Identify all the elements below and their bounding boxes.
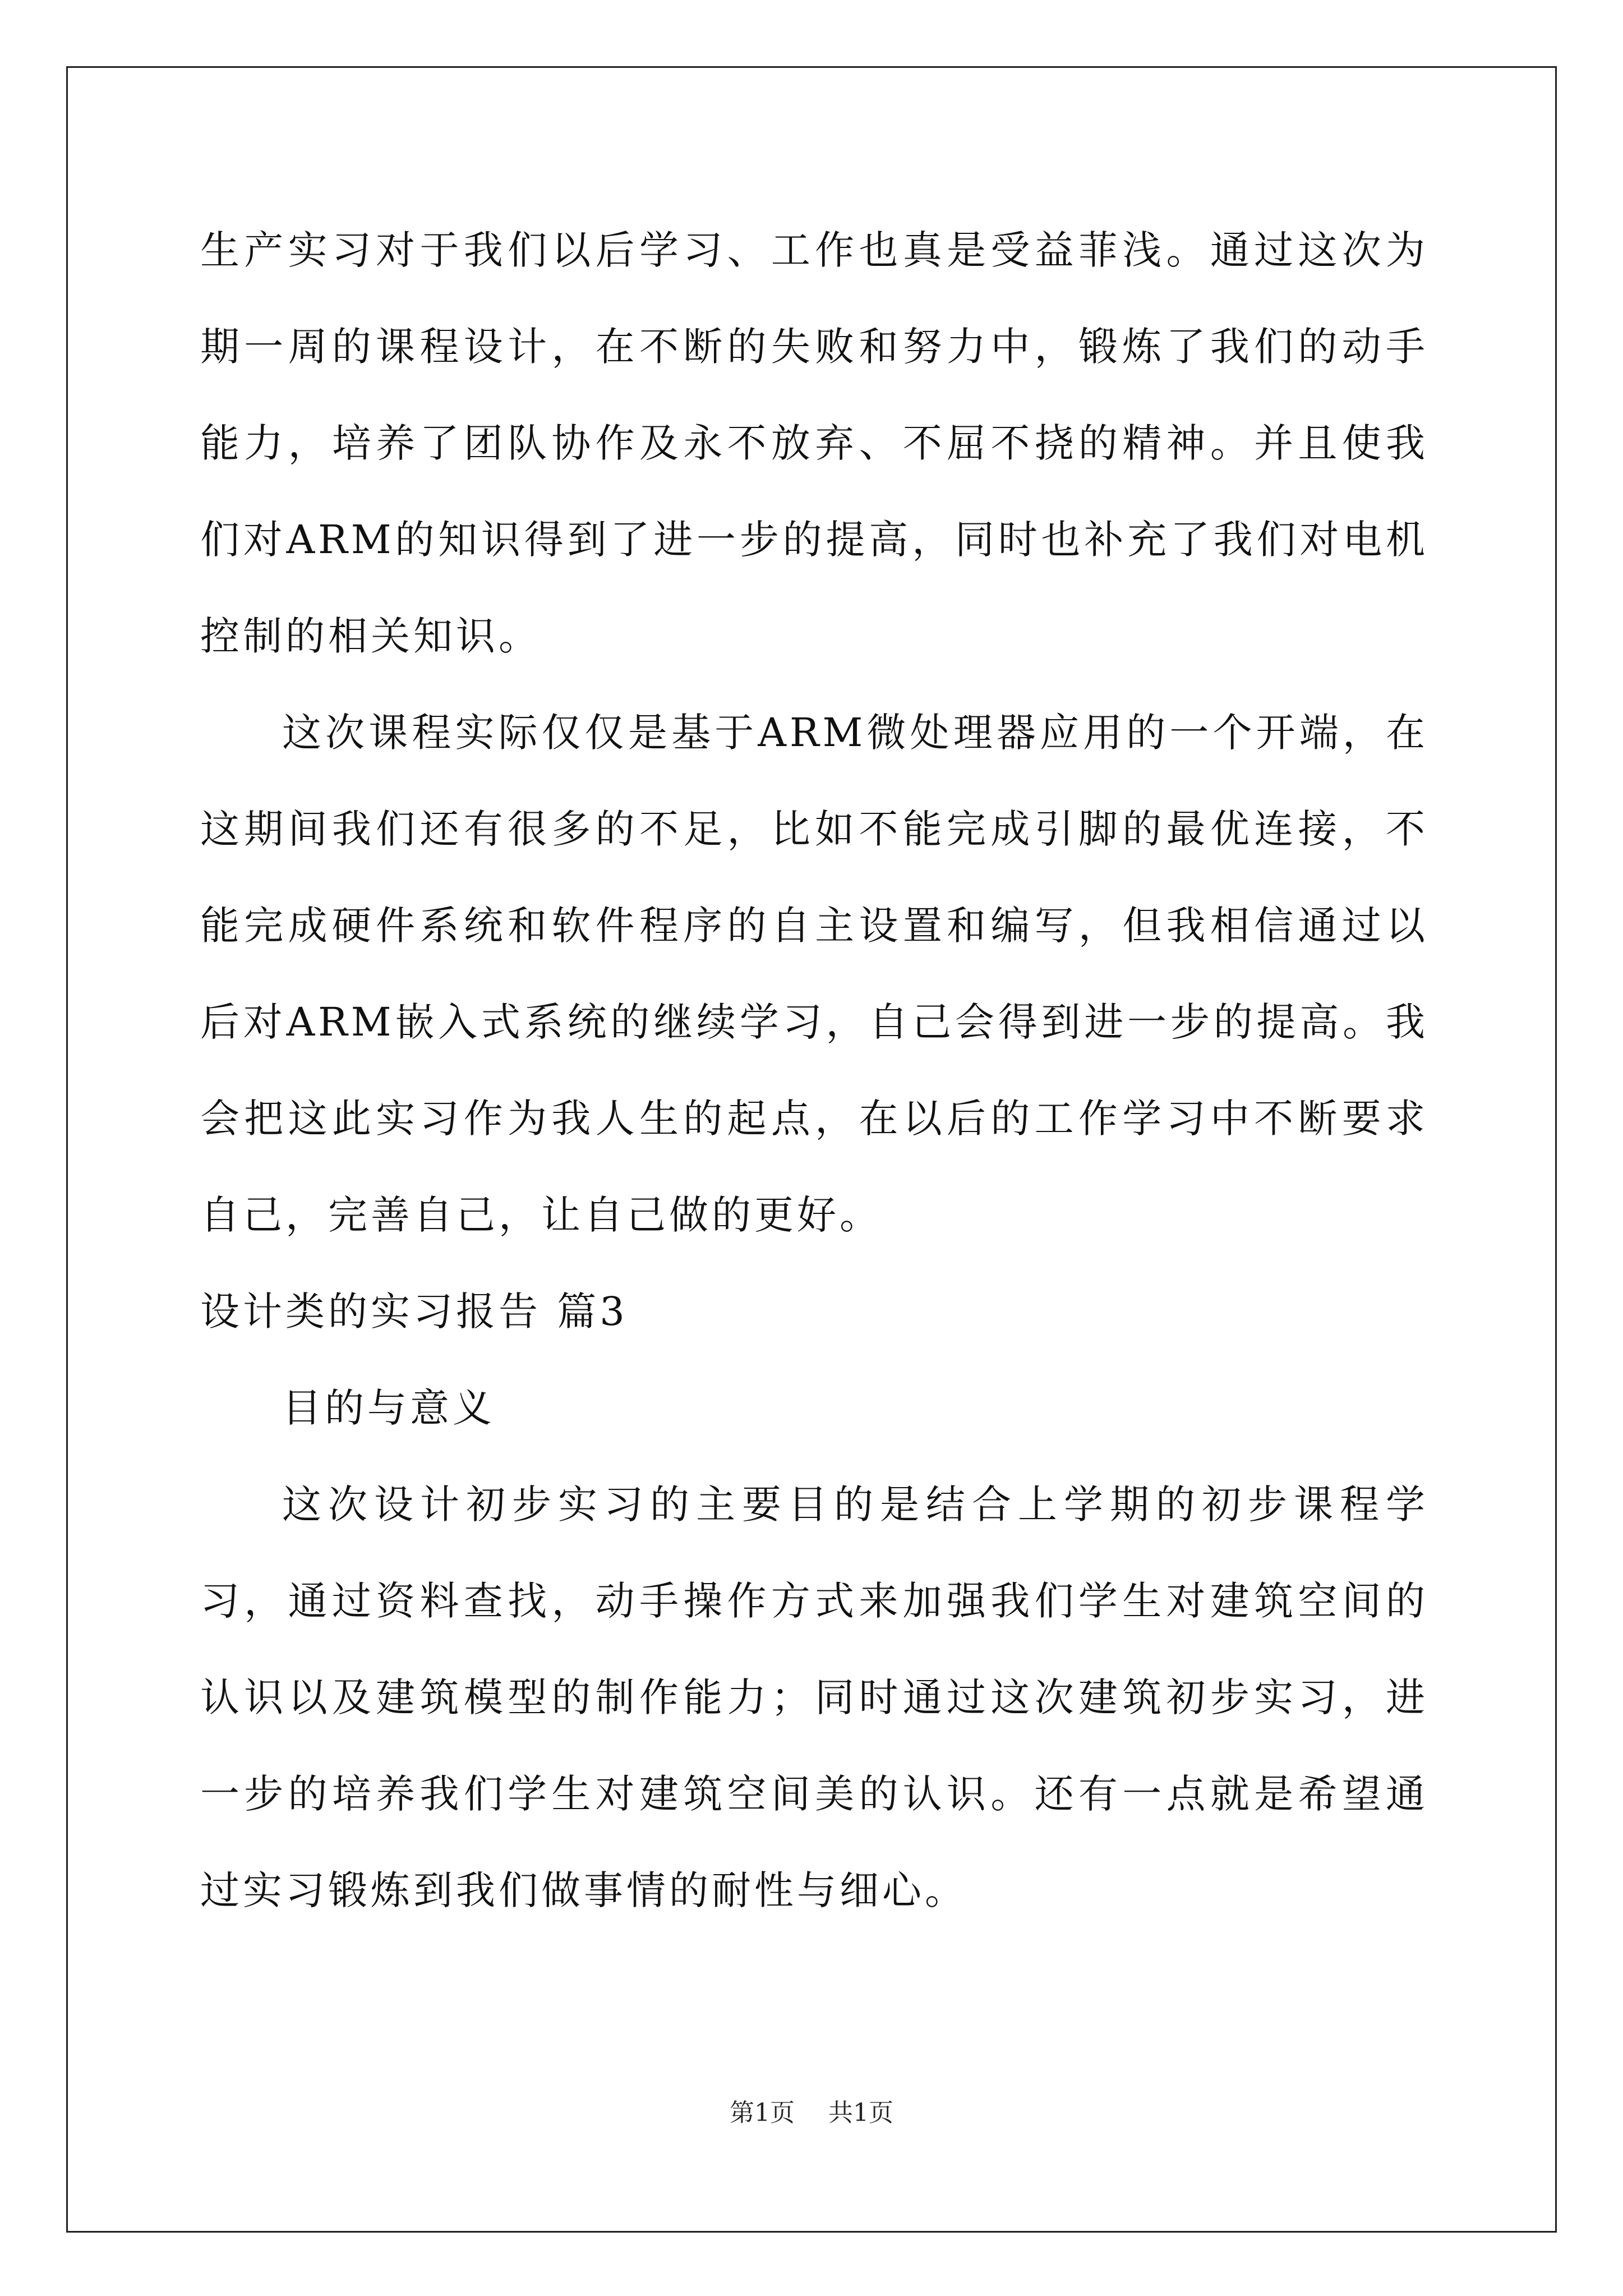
subheading: 目的与意义: [282, 1385, 495, 1431]
paragraph: 这次课程实际仅仅是基于ARM微处理器应用的一个开端，在这期间我们还有很多的不足，比如不能完成引脚的最优连接，不能完成硬件系统和软件程序的自主设置和编写，但我相信通过以后对ARM嵌入式系统的继续学习，自己会得到进一步的提高。我会把这此实习作为我人生的起点，在以后的工作学习中不断要求自己，完善自己，让自己做的更好。: [200, 710, 1428, 1238]
paragraph: 生产实习对于我们以后学习、工作也真是受益菲浅。通过这次为期一周的课程设计，在不断的失败和努力中，锻炼了我们的动手能力，培养了团队协作及永不放弃、不屈不挠的精神。并且使我们对ARM的知识得到了进一步的提高，同时也补充了我们对电机控制的相关知识。: [200, 227, 1428, 659]
page-footer: [0, 2092, 1623, 2128]
section-heading: 设计类的实习报告 篇3: [200, 1289, 628, 1335]
paragraph: 这次设计初步实习的主要目的是结合上学期的初步课程学习，通过资料查找，动手操作方式来加强我们学生对建筑空间的认识以及建筑模型的制作能力；同时通过这次建筑初步实习，进一步的培养我们学生对建筑空间美的认识。还有一点就是希望通过实习锻炼到我们做事情的耐性与细心。: [200, 1481, 1428, 1913]
page-number-current: 第1页: [730, 2099, 795, 2127]
document-body: [200, 202, 1428, 1939]
page-number-total: 共1页: [828, 2099, 893, 2127]
